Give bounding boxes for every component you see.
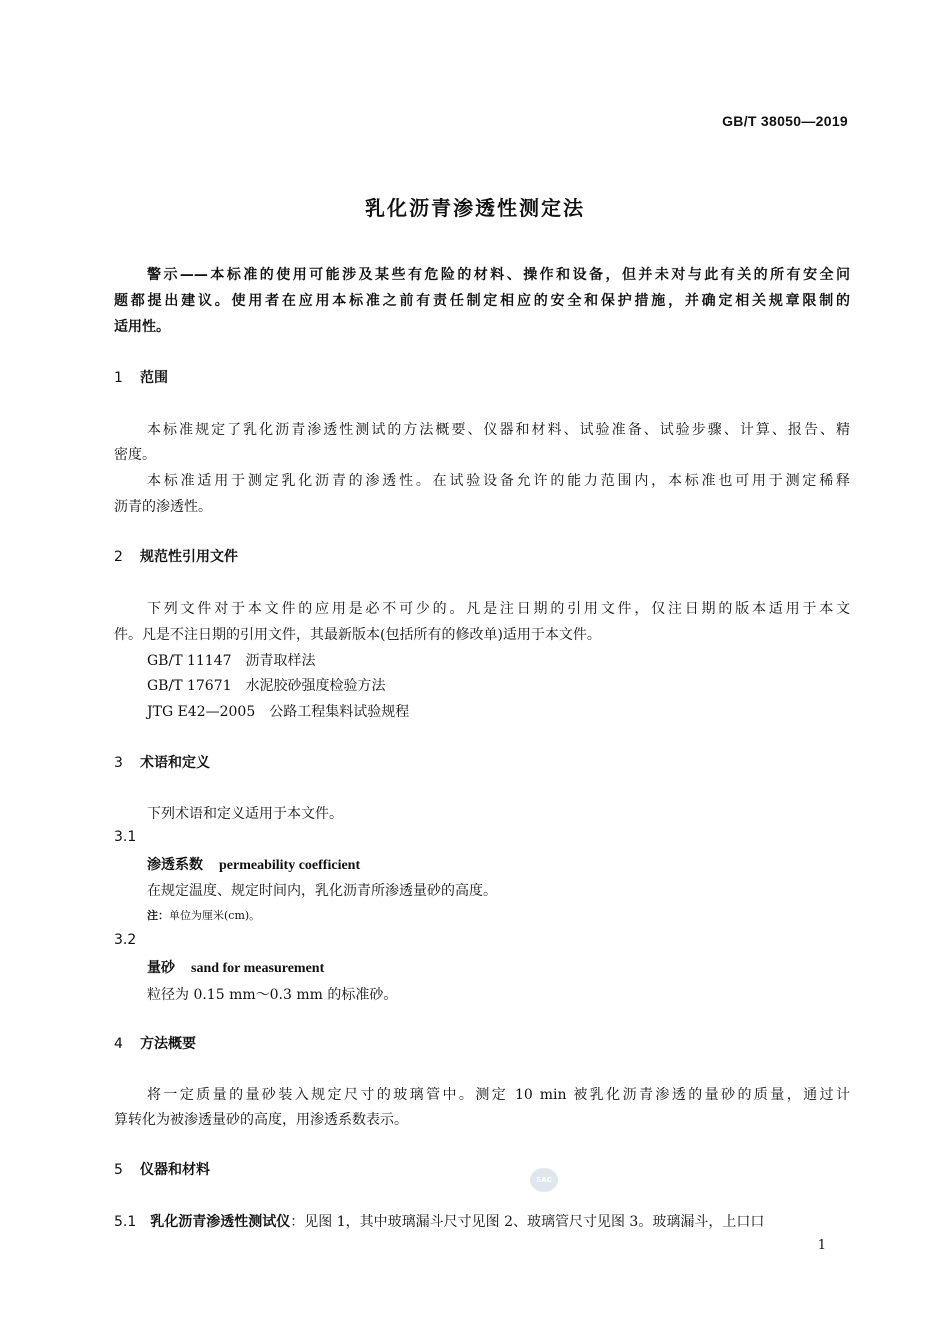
section-title: 范围 bbox=[140, 370, 168, 386]
section-title: 规范性引用文件 bbox=[140, 549, 238, 565]
page-number: 1 bbox=[817, 1238, 826, 1253]
reference-item bbox=[147, 675, 386, 695]
subsection-number: 5.1 bbox=[114, 1214, 137, 1230]
s1-p2-line2: 沥青的渗透性。 bbox=[114, 499, 212, 515]
section-number: 5 bbox=[114, 1162, 123, 1178]
reference-code: GB/T 17671 bbox=[147, 678, 232, 694]
s2-p1-line1: 下列文件对于本文件的应用是必不可少的。凡是注日期的引用文件，仅注日期的版本适用于本文 bbox=[147, 601, 850, 617]
section-3-heading bbox=[114, 752, 210, 772]
s1-p2-line1: 本标准适用于测定乳化沥青的渗透性。在试验设备允许的能力范围内，本标准也可用于测定稀释 bbox=[147, 473, 850, 489]
subsection-text: ：见图 1，其中玻璃漏斗尺寸见图 2、玻璃管尺寸见图 3。玻璃漏斗，上口口 bbox=[290, 1214, 765, 1230]
term-number: 3.1 bbox=[114, 829, 137, 845]
warning-line-1: 警示——本标准的使用可能涉及某些有危险的材料、操作和设备，但并未对与此有关的所有安全问 bbox=[147, 267, 850, 283]
s3-intro: 下列术语和定义适用于本文件。 bbox=[147, 806, 343, 822]
sac-watermark-logo: SAC bbox=[530, 1168, 558, 1192]
term-zh: 渗透系数 bbox=[147, 857, 203, 873]
note-label: 注： bbox=[147, 909, 169, 922]
s1-p1-line1: 本标准规定了乳化沥青渗透性测试的方法概要、仪器和材料、试验准备、试验步骤、计算、报告、精 bbox=[147, 422, 850, 438]
s4-line1: 将一定质量的量砂装入规定尺寸的玻璃管中。测定 10 min 被乳化沥青渗透的量砂的质量，通过计 bbox=[147, 1087, 850, 1103]
page-title: 乳化沥青渗透性测定法 bbox=[365, 196, 585, 220]
section-number: 3 bbox=[114, 755, 123, 771]
reference-code: GB/T 11147 bbox=[147, 653, 232, 669]
note-text: 单位为厘米(cm)。 bbox=[169, 909, 261, 922]
section-number: 4 bbox=[114, 1036, 123, 1052]
reference-code: JTG E42—2005 bbox=[147, 704, 256, 720]
section-4-heading bbox=[114, 1033, 196, 1053]
reference-item bbox=[147, 650, 316, 670]
section-title: 术语和定义 bbox=[140, 755, 210, 771]
term-zh: 量砂 bbox=[147, 960, 175, 976]
s2-p1-line2: 件。凡是不注日期的引用文件，其最新版本(包括所有的修改单)适用于本文件。 bbox=[114, 627, 601, 643]
term-en: permeability coefficient bbox=[219, 858, 361, 873]
reference-name: 水泥胶砂强度检验方法 bbox=[245, 678, 386, 694]
section-title: 方法概要 bbox=[140, 1036, 196, 1052]
standard-number: GB/T 38050—2019 bbox=[722, 113, 848, 129]
section-title: 仪器和材料 bbox=[140, 1162, 210, 1178]
section-5-heading bbox=[114, 1159, 210, 1179]
reference-name: 沥青取样法 bbox=[245, 653, 316, 669]
term-note bbox=[147, 907, 260, 923]
term-definition: 粒径为 0.15 mm～0.3 mm 的标准砂。 bbox=[147, 987, 398, 1003]
s5-1-line bbox=[114, 1211, 850, 1231]
section-number: 2 bbox=[114, 549, 123, 565]
term-number: 3.2 bbox=[114, 932, 137, 948]
subsection-name: 乳化沥青渗透性测试仪 bbox=[150, 1214, 291, 1230]
section-1-heading bbox=[114, 367, 168, 387]
reference-name: 公路工程集料试验规程 bbox=[269, 704, 410, 720]
section-2-heading bbox=[114, 546, 238, 566]
warning-line-2: 题都提出建议。使用者在应用本标准之前有责任制定相应的安全和保护措施，并确定相关规章限制的 bbox=[114, 293, 850, 309]
term-heading bbox=[147, 957, 324, 977]
term-heading bbox=[147, 854, 360, 874]
section-number: 1 bbox=[114, 370, 123, 386]
warning-line-3: 适用性。 bbox=[114, 319, 170, 335]
term-en: sand for measurement bbox=[191, 961, 325, 976]
s1-p1-line2: 密度。 bbox=[114, 447, 156, 463]
term-definition: 在规定温度、规定时间内，乳化沥青所渗透量砂的高度。 bbox=[147, 883, 497, 899]
s4-line2: 算转化为被渗透量砂的高度，用渗透系数表示。 bbox=[114, 1112, 408, 1128]
reference-item bbox=[147, 701, 409, 721]
